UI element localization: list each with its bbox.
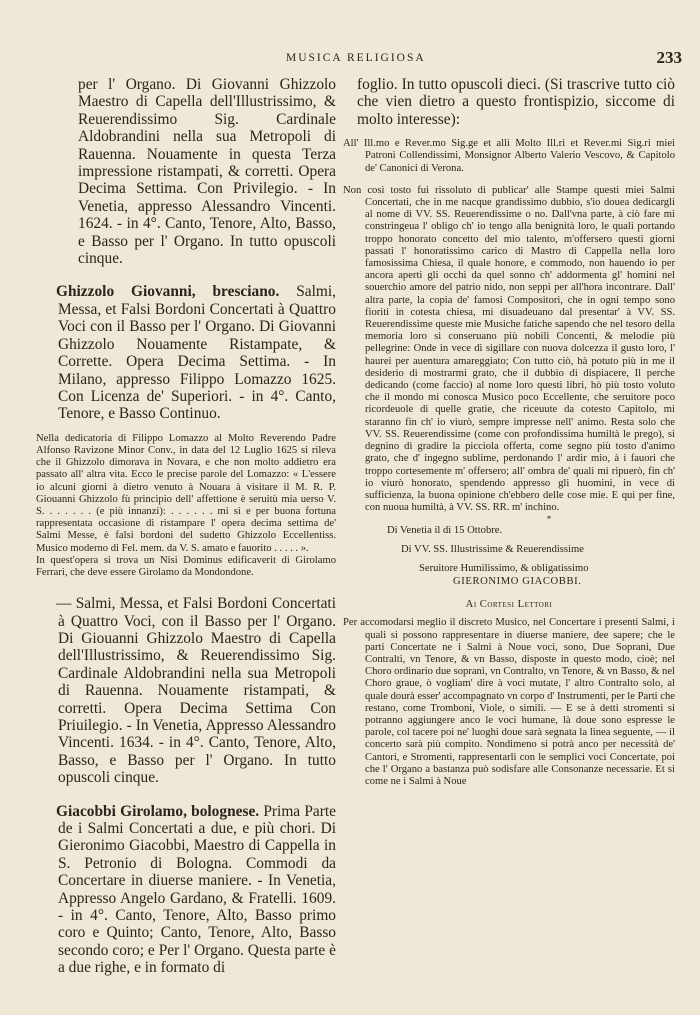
- catalog-entry-ghizzolo: [36, 283, 336, 422]
- letter-signature: GIERONIMO GIACOBBI.: [453, 576, 582, 588]
- dedication-note: Nella dedicatoria di Filippo Lomazzo al Molto Reverendo Padre Alfonso Ravizone Minor Conv., in data del 12 Luglio 1625 si rileva che il Ghizzolo dimorava in Novara, e che non molto addietro era passato all' altra vita. Ecco le precise parole del Lomazzo: « L'essere io alcuni giorni à dietro venuto à Nouara à visitare il M. R. P. Giouanni Ghizzolo fù principio dell' affettione è seruitù mia uerso V. S. . . . . . . (e più innanzi): . . . . . . mi sì e per buona fortuna rappresentata occasione di ristampare l' opera decima settima de' Salmi Messe, è falsi bordoni del sudetto Ghizzolo Eccellentiss. Musico moderno di Fel. mem. da V. S. amato e fauorito . . . . . ».: [36, 432, 336, 554]
- dedication-letter: Non così tosto fui rissoluto di publicar' alle Stampe questi miei Salmi Concertati, che in me nacque grandissimo dubbio, s'io doueа dedicargli al nome di VV. SS. Reuerendissime o no. Dall'vna parte, à ciò fare mi constringeua l' obligo ch' io tengo alla benignità loro, le quali portando troppo honorato concetto del mio talento, m'offersero questi giorni passati l' honoratissimo carico di Mastro di Cappella nella loro famosissima Chiesa, il quale honore, e commodo, non hauendo io per ancora aperti gli occhi da quel sonno ch' addormenta gl' homini nel souerchio amore del patrio nido, non seppi per all'hora incontrare. Dall' altra parte, la copia de' famosi Compositori, che in ogni tempo sono fioriti in cotesta chiesa, mi disuadeuano dal presentar' à VV. SS. Reuerendissime queste mie Musiche fatiche sapendo che nel tesoro della memoria loro si conseruano più nobili Concenti, & melodie più pellegrine: Onde in vece di sigillare con nuova dolcezza il gusto loro, l' haurei per auentura amareggiato; Con tutto ciò, hà potuto più in me il desiderio di mostrarmi grato, che il dubbio di dispiacere, Il perche dedicando (come faccio) al nome loro questi libri, hò più tosto voluto che il mondo mi conosca Musico poco Eccellente, che seruitore poco ricordeuole di quelle gratie, che riceuute da cotesto Capitolo, mi staranno fin ch' io viurò, sempre impresse nell' animo. Resta solo che VV. SS. Reuerendissime (come con profondissima humiltà le prego), si degnino di gradire la picciola offerta, come segno più tosto d'animo grato, che d' ingegno sublime, perdonando l' ardir mio, à i fauori che troppo cortesemente m' offersero; all' ombra de' quali mi ripuerò, fin ch' io viurò honorato, spendendo appresso gli huomini, in vece di sufficienza, la buona opinione ch'ebbero delle cose mie. E qui per fine, con nuoua humiltà, à VV. SS. RR. m' inchino.: [343, 184, 675, 514]
- readers-note: Per accomodarsi meglio il discreto Musico, nel Concertare i presenti Salmi, i quali si possono rappresentare in diuerse maniere, dee sapere; che le parti Concertate ne i Salmi à Noue voci, sono, Due Soprani, Due Contralti, vn Tenore, & vn Basso, disposte in questo modo, cioè; nel Choro ordinario due soprani, vn Contralto, vn Tenore, & vn Basso, & nel Choro graue, ò vogliam' dire à voci mutate, l' altro Contralto solo, al quale dourà esser' accompagnato vn corpo d' Instrumenti, per le Parti che restano, come Tromboni, Viole, o simili. — E se à detti stromenti si potranno aggiungere anco le voci humane, là doue sono espresse le parole, col tacere poi ne' luoghi doue sarà segnata la linea seguente, — il concerto sarà più compito. Nondimeno si potrà anco per necessità de' Cantori, e Stromenti, rappresentarli con le semplici voci Concertate, poi che l' Organo a bastanza può sodisfare alle Consonanze necessarie. Et si come ne i Salmi à Noue: [343, 617, 675, 787]
- entry-continuation: per l' Organo. Di Giovanni Ghizzolo Maestro di Capella dell'Illustrissimo, & Reuerendissimo Sig. Cardinale Aldobrandini nella sua Metropoli di Rauenna. Nouamente in questa Terza impressione ristampati, & corretti. Opera Decima Settima. Con Privilegio. - In Venetia, appresso Alessandro Vincenti. 1624. - in 4°. Canto, Tenore, Alto, Basso, e Basso per l' Organo. In tutto opuscoli cinque.: [78, 76, 336, 268]
- running-header: [0, 48, 700, 72]
- right-column: foglio. In tutto opuscoli dieci. (Si trascrive tutto ciò che vien dietro a questo frontispizio, siccome di molto interesse): All' Ill.mo e Rever.mo Sig.ge et alli Molto Ill.ri et Rever.mi Sig.ri miei Patroni Collendissimi, Monsignor Alberto Valerio Vescovo, & Capitolo de' Canonici di Verona. Non così tosto fui rissoluto di publicar' alle Stampe questi miei Salmi Concertati, che in me nacque grandissimo dubbio, s'io doueа dedicargli al nome di VV. SS. Reuerendissime o no. Dall'vna parte, à ciò fare mi constringeua l' obligo ch' io tengo alla benignità loro, le quali portando troppo honorato concetto del mio talento, m'offersero questi giorni passati l' honoratissimo carico di Mastro di Cappella nella loro famosissima Chiesa, il quale honore, e commodo, non hauendo io per ancora aperti gli occhi da quel sonno ch' addormenta gl' homini nel souerchio amore del patrio nido, non seppi per all'hora incontrare. Dall' altra parte, la copia de' famosi Compositori, che in ogni tempo sono fioriti in cotesta chiesa, mi disuadeuano dal presentar' à VV. SS. Reuerendissime queste mie Musiche fatiche sapendo che nel tesoro della memoria loro si conseruano più nobili Concenti, & melodie più pellegrine: Onde in vece di sigillare con nuova dolcezza il gusto loro, l' haurei per auentura amareggiato; Con tutto ciò, hà potuto più in me il desiderio di mostrarmi grato, che il dubbio di dispiacere, Il perche dedicando (come faccio) al nome loro questi libri, hò più tosto voluto che il mondo mi conosca Musico poco Eccellente, che seruitore poco ricordeuole di quelle gratie, che riceuute da cotesto Capitolo, mi staranno fin ch' io viurò, sempre impresse nell' animo. Resta solo che VV. SS. Reuerendissime (come con profondissima humiltà le prego), si degnino di gradire la picciola offerta, come segno più tosto d'animo grato, che d' ingegno sublime, perdonando l' ardir mio, à i fauori che troppo cortesemente m' offersero; all' ombra de' quali mi ripuerò, fin ch' io viurò honorato, spendendo appresso gli huomini, in vece di sufficienza, la buona opinione ch'ebbero delle cose mie. E qui per fine, con nuoua humiltà, à VV. SS. RR. m' inchino. * Di Venetia il dì 15 Ottobre. Di VV. SS. Illustrissime & Reuerendissime Seruitore Humilissimo, & obligatissimo GIERONIMO GIACOBBI. Ai Cortesi Lettori Per accomodarsi meglio il discreto Musico, nel Concertare i presenti Salmi, i quali si possono rappresentare in diuerse maniere, dee sapere; che le parti Concertate ne i Salmi à Noue voci, sono, Due Soprani, Due Contralti, vn Tenore, & vn Basso, disposte in questo modo, cioè; nel Choro ordinario due soprani, vn Contralto, vn Tenore, & vn Basso, & nel Choro graue, ò vogliam' dire à voci mutate, l' altro Contralto solo, al quale dourà esser' accompagnato vn corpo d' Instrumenti, per le Parti che restano, come Tromboni, Viole, o simili. — E se à detti stromenti si potranno aggiungere anco le voci humane, là doue sono espresse le parole, col tacere poi ne' luoghi doue sarà segnata la linea seguente, — il concerto sarà più compito. Nondimeno si potrà anco per necessità de' Cantori, e Stromenti, rappresentarli con le semplici voci Concertate, poi che l' Organo a bastanza può sodisfare alle Consonanze necessarie. Et si come ne i Salmi à Noue: [343, 76, 675, 787]
- entry-name: Giacobbi Girolamo, bolognese.: [56, 802, 260, 820]
- entry-text: Salmi, Messa, et Falsi Bordoni Concertati à Quattro Voci con il Basso per l' Organo. Di Giovanni Ghizzolo Nouamente Ristampate, & Corrette. Opera Decima Settima. - In Milano, appresso Filippo Lomazzo 1625. Con Licenza de' Superiori. - in 4°. Canto, Tenore, e Basso Continuo.: [58, 283, 336, 423]
- left-column: [36, 76, 336, 977]
- letter-servant: Seruitore Humilissimo, & obligatissimo: [419, 563, 589, 575]
- running-title: MUSICA RELIGIOSA: [286, 52, 426, 64]
- entry-name: Ghizzolo Giovanni, bresciano.: [56, 283, 280, 301]
- entry-continuation: foglio. In tutto opuscoli dieci. (Si trascrive tutto ciò che vien dietro a questo frontispizio, siccome di molto interesse):: [357, 76, 675, 128]
- entry-text: Prima Parte de i Salmi Concertati a due, e più chori. Di Gieronimo Giacobbi, Maestro di Cappella in S. Petronio di Bologna. Commodi da Concertare in diuerse maniere. - In Venetia, Appresso Angelo Gardano, & Fratelli. 1609. - in 4°. Canto, Tenore, Alto, Basso primo coro e Quinto; Canto, Tenore, Alto, Basso secondo coro; e Per l' Organo. Questa parte è a due righe, e in formato di: [58, 802, 336, 977]
- section-heading: Ai Cortesi Lettori: [465, 599, 553, 611]
- catalog-entry-ghizzolo-reprint: — Salmi, Messa, et Falsi Bordoni Concertati à Quattro Voci, con il Basso per l' Organo. Di Giouanni Ghizzolo Maestro di Capella dell'Illustrissimo, & Reuerendissimo Sig. Cardinale Aldobrandini nella sua Metropoli di Rauenna. Nouamente ristampati, & corretti. Opera Decima Settima Con Priuilegio. - In Venetia, Appresso Alessandro Vincenti. 1634. - in 4°. Canto, Tenore, Alto, Basso, e Basso per l' Organo. In tutto opuscoli cinque.: [56, 595, 336, 787]
- page-number: 233: [656, 48, 682, 67]
- content-note: In quest'opera si trova un Nisi Dominus edificaverit di Girolamo Ferrari, che deve essere Girolamo da Mondondone.: [36, 554, 336, 578]
- dedication-address: All' Ill.mo e Rever.mo Sig.ge et alli Molto Ill.ri et Rever.mi Sig.ri miei Patroni Collendissimi, Monsignor Alberto Valerio Vescovo, & Capitolo de' Canonici di Verona.: [343, 138, 675, 174]
- catalog-entry-giacobbi: [36, 803, 336, 977]
- letter-date: Di Venetia il dì 15 Ottobre.: [387, 525, 503, 537]
- letter-address: Di VV. SS. Illustrissime & Reuerendissime: [401, 544, 584, 556]
